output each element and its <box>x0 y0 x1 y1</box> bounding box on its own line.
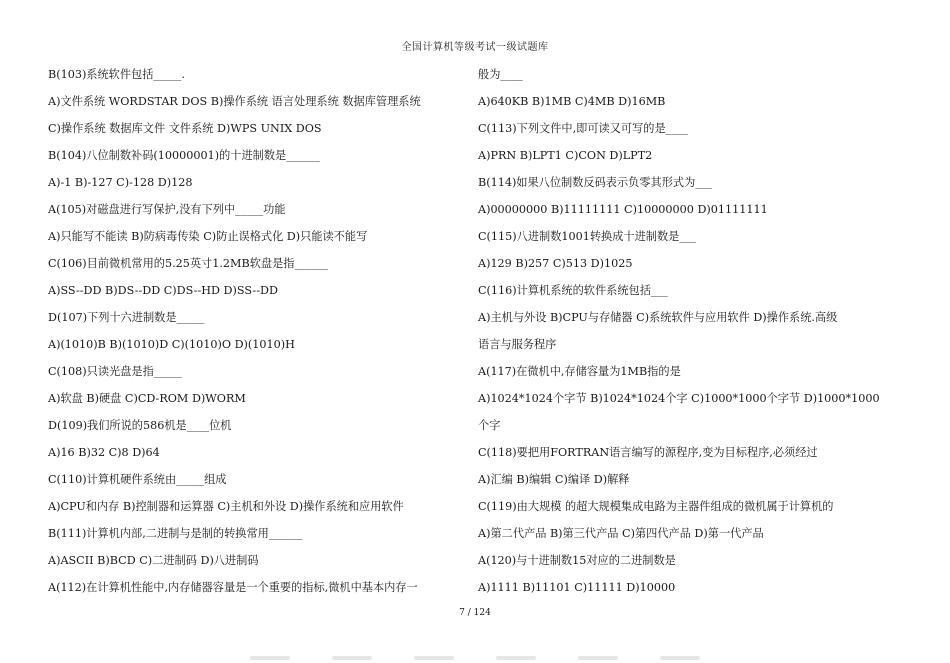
text-line: A)只能写不能读 B)防病毒传染 C)防止误格式化 D)只能读不能写 <box>48 230 368 243</box>
scan-smudge <box>332 656 372 660</box>
scan-smudge <box>414 656 454 660</box>
text-line: A)00000000 B)11111111 C)10000000 D)01111111 <box>478 203 768 216</box>
text-line: A)1111 B)11101 C)11111 D)10000 <box>478 581 676 594</box>
text-line: A)129 B)257 C)513 D)1025 <box>478 257 633 270</box>
text-line: C)操作系统 数据库文件 文件系统 D)WPS UNIX DOS <box>48 122 322 135</box>
text-line: A)软盘 B)硬盘 C)CD-ROM D)WORM <box>48 392 246 405</box>
left-column <box>48 66 488 606</box>
page-title: 全国计算机等级考试一级试题库 <box>401 42 549 53</box>
text-line: A)1024*1024个字节 B)1024*1024个字 C)1000*1000个字节 D)1000*1000 <box>478 392 880 405</box>
text-line: C(116)计算机系统的软件系统包括___ <box>478 284 668 297</box>
text-line: 般为____ <box>478 68 523 81</box>
text-line: C(119)由大规模 的超大规模集成电路为主器件组成的微机属于计算机的 <box>478 500 834 513</box>
text-line: A)主机与外设 B)CPU与存储器 C)系统软件与应用软件 D)操作系统.高级 <box>478 311 838 324</box>
text-line: B(104)八位制数补码(10000001)的十进制数是______ <box>48 149 320 162</box>
text-line: A)-1 B)-127 C)-128 D)128 <box>48 176 193 189</box>
text-line: A(120)与十进制数15对应的二进制数是 <box>478 554 676 567</box>
text-line: A)16 B)32 C)8 D)64 <box>48 446 160 459</box>
text-line: A(117)在微机中,存储容量为1MB指的是 <box>478 365 681 378</box>
text-line: A)文件系统 WORDSTAR DOS B)操作系统 语言处理系统 数据库管理系统 <box>48 95 421 108</box>
text-line: C(115)八进制数1001转换成十进制数是___ <box>478 230 697 243</box>
text-line: C(110)计算机硬件系统由_____组成 <box>48 473 227 486</box>
text-line: D(109)我们所说的586机是____位机 <box>48 419 232 432</box>
text-line: A)ASCII B)BCD C)二进制码 D)八进制码 <box>48 554 259 567</box>
scan-smudge <box>578 656 618 660</box>
text-line: A)(1010)B B)(1010)D C)(1010)O D)(1010)H <box>48 338 295 351</box>
text-line: C(113)下列文件中,即可读又可写的是____ <box>478 122 689 135</box>
text-line: B(114)如果八位制数反码表示负零其形式为___ <box>478 176 713 189</box>
text-line: C(118)要把用FORTRAN语言编写的源程序,变为目标程序,必须经过 <box>478 446 818 459</box>
scan-smudge <box>660 656 700 660</box>
text-line: D(107)下列十六进制数是_____ <box>48 311 205 324</box>
page-number: 7 / 124 <box>459 608 491 618</box>
text-line: 个字 <box>478 419 501 432</box>
scan-smudge <box>250 656 290 660</box>
text-line: A)第二代产品 B)第三代产品 C)第四代产品 D)第一代产品 <box>478 527 764 540</box>
text-line: A)CPU和内存 B)控制器和运算器 C)主机和外设 D)操作系统和应用软件 <box>48 500 404 513</box>
text-line: B(111)计算机内部,二进制与是制的转换常用______ <box>48 527 303 540</box>
right-column <box>478 66 898 606</box>
text-line: B(103)系统软件包括_____. <box>48 68 185 81</box>
text-line: A)PRN B)LPT1 C)CON D)LPT2 <box>478 149 653 162</box>
text-line: A(112)在计算机性能中,内存储器容量是一个重要的指标,微机中基本内存一 <box>48 581 418 594</box>
next-page-edge <box>250 652 700 662</box>
text-line: C(108)只读光盘是指_____ <box>48 365 182 378</box>
text-line: A)640KB B)1MB C)4MB D)16MB <box>478 95 666 108</box>
text-line: A)汇编 B)编辑 C)编译 D)解释 <box>478 473 630 486</box>
text-line: A(105)对磁盘进行写保护,没有下列中_____功能 <box>48 203 286 216</box>
text-line: A)SS--DD B)DS--DD C)DS--HD D)SS--DD <box>48 284 278 297</box>
text-line: C(106)目前微机常用的5.25英寸1.2MB软盘是指______ <box>48 257 329 270</box>
text-line: 语言与服务程序 <box>478 338 557 351</box>
scan-smudge <box>496 656 536 660</box>
